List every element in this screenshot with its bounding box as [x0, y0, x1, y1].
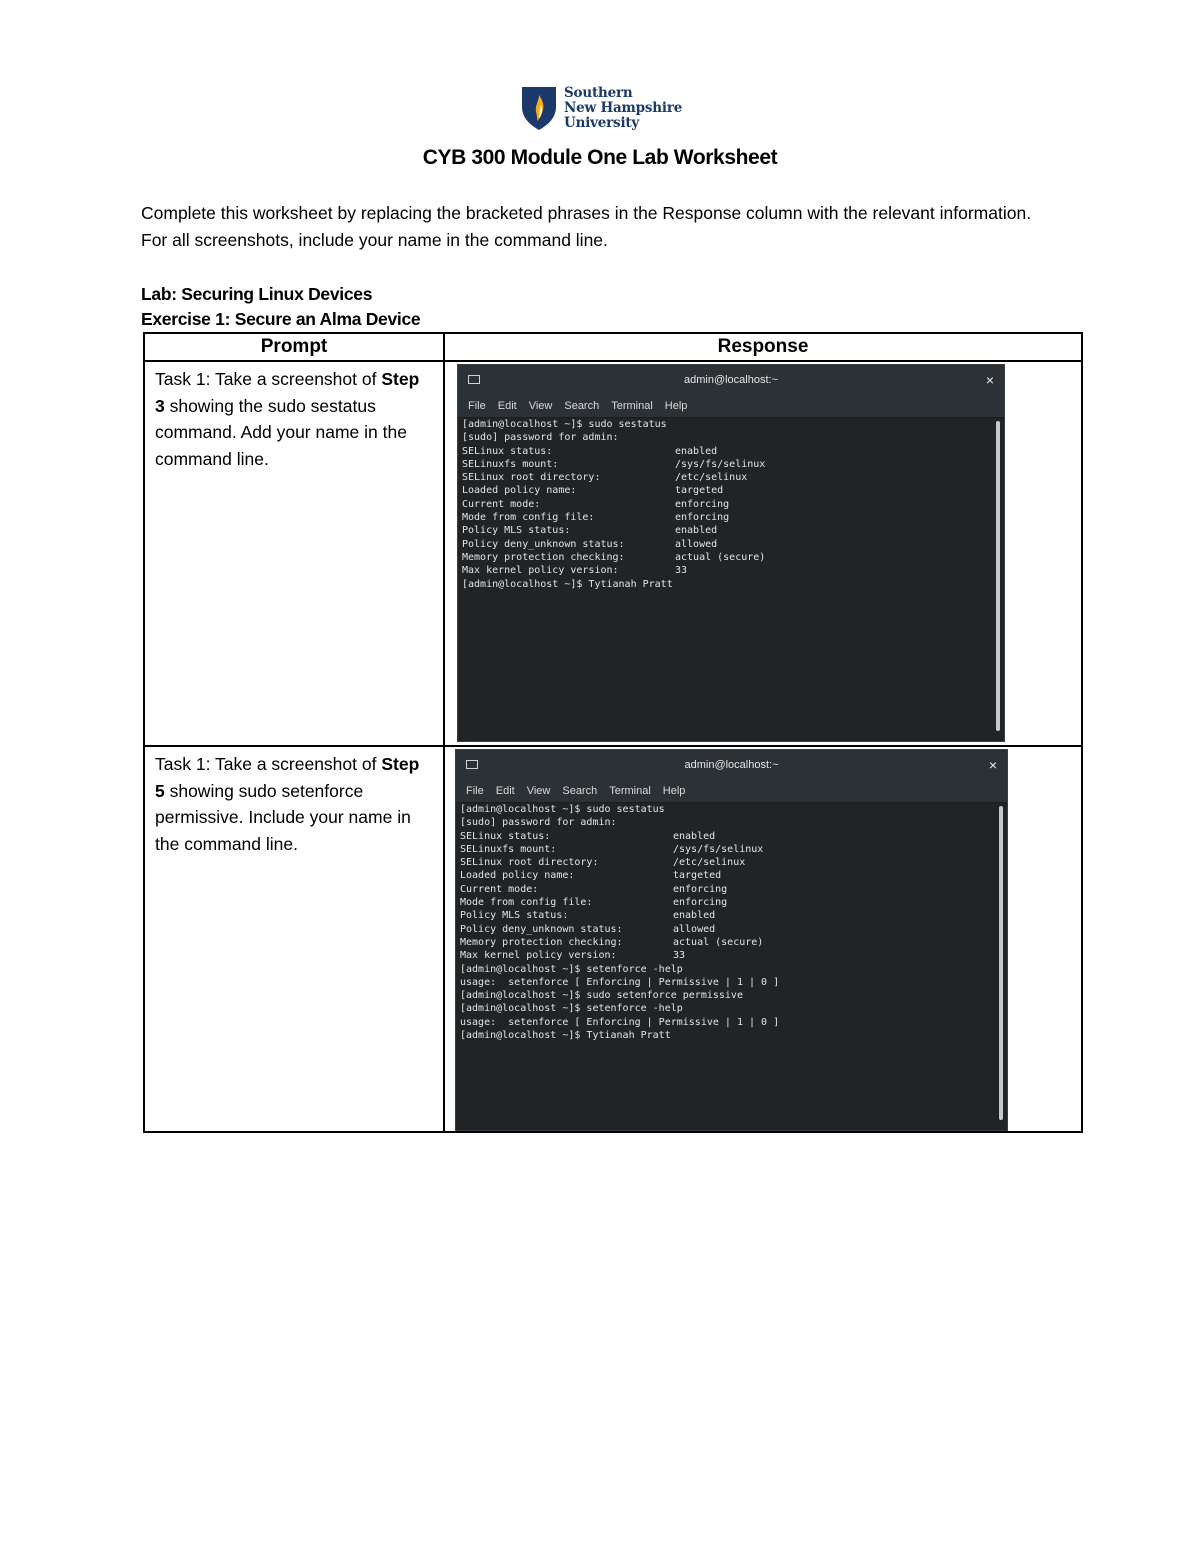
terminal-line: [admin@localhost ~]$ setenforce -help	[460, 963, 683, 975]
status-value: enforcing	[673, 897, 728, 909]
status-key: Max kernel policy version:	[462, 565, 619, 577]
prompt-text-start: Task 1: Take a screenshot of	[155, 369, 382, 389]
terminal-line	[460, 936, 995, 949]
menu-item-view: View	[528, 400, 553, 412]
status-value: /etc/selinux	[673, 857, 746, 869]
status-value: enabled	[673, 830, 716, 842]
terminal-line	[462, 498, 992, 511]
status-value: enforcing	[675, 512, 730, 524]
terminal-line: [sudo] password for admin:	[462, 432, 619, 444]
prompt-text-start: Task 1: Take a screenshot of	[155, 754, 382, 774]
status-key: Memory protection checking:	[460, 936, 623, 948]
terminal-line	[462, 564, 992, 577]
menu-item-view: View	[526, 785, 551, 797]
terminal-line: [admin@localhost ~]$ sudo sestatus	[460, 804, 665, 815]
exercise-title: Exercise 1: Secure an Alma Device	[141, 309, 421, 329]
menu-item-search: Search	[562, 785, 598, 797]
header-prompt: Prompt	[144, 333, 444, 361]
status-value: enabled	[675, 525, 718, 537]
status-key: Current mode:	[462, 498, 541, 510]
terminal-output	[460, 803, 995, 1124]
page-title: CYB 300 Module One Lab Worksheet	[422, 146, 778, 169]
prompt-cell	[144, 361, 444, 746]
scrollbar	[996, 421, 1000, 731]
status-key: Mode from config file:	[460, 897, 593, 909]
status-value: /etc/selinux	[675, 472, 748, 484]
terminal-line	[462, 538, 992, 551]
status-key: Policy deny_unknown status:	[460, 923, 623, 935]
terminal-line	[460, 949, 995, 962]
status-key: Policy MLS status:	[460, 910, 569, 922]
terminal-line	[460, 883, 995, 896]
menu-item-terminal: Terminal	[611, 400, 653, 412]
logo-line-2: New Hampshire	[564, 99, 683, 116]
status-value: allowed	[675, 538, 718, 550]
table-row	[144, 746, 1082, 1132]
status-key: Loaded policy name:	[462, 485, 577, 497]
terminal-title: admin@localhost:~	[684, 759, 779, 771]
response-cell	[444, 746, 1082, 1132]
terminal-line	[462, 484, 992, 497]
terminal-output	[462, 418, 992, 735]
terminal-icon	[468, 375, 480, 384]
terminal-titlebar	[456, 750, 1007, 780]
terminal-line	[462, 445, 992, 458]
prompt-step: Step 3	[155, 369, 420, 416]
status-value: actual (secure)	[673, 936, 764, 948]
status-value: 33	[673, 950, 686, 962]
status-value: enabled	[673, 910, 716, 922]
status-value: enforcing	[675, 498, 730, 510]
terminal-screenshot	[457, 364, 1005, 742]
terminal-line	[460, 843, 995, 856]
terminal-line	[462, 458, 992, 471]
menu-item-help: Help	[662, 785, 686, 797]
terminal-line	[462, 524, 992, 537]
terminal-menubar	[458, 395, 1004, 418]
status-key: Current mode:	[460, 883, 539, 895]
terminal-line	[462, 551, 992, 564]
menu-item-edit: Edit	[495, 785, 515, 797]
status-value: 33	[675, 565, 688, 577]
prompt-text	[145, 747, 443, 857]
terminal-line	[462, 511, 992, 524]
intro-paragraph: Complete this worksheet by replacing the bracketed phrases in the Response column with the relevant information. For all screenshots, include your name in the command line.	[141, 203, 1032, 250]
terminal-line: [admin@localhost ~]$ setenforce -help	[460, 1003, 683, 1015]
terminal-menubar	[456, 780, 1007, 803]
status-value: /sys/fs/selinux	[675, 458, 766, 470]
terminal-line: [admin@localhost ~]$ Tytianah Pratt	[460, 1030, 671, 1042]
terminal-line: [admin@localhost ~]$ Tytianah Pratt	[462, 578, 673, 590]
status-key: SELinux root directory:	[460, 857, 599, 869]
status-value: actual (secure)	[675, 551, 766, 563]
header-response: Response	[444, 333, 1082, 361]
prompt-text-end: showing the sudo sestatus command. Add your name in the command line.	[155, 395, 407, 469]
status-key: Policy MLS status:	[462, 525, 571, 537]
terminal-line	[460, 869, 995, 882]
lab-title: Lab: Securing Linux Devices	[141, 284, 373, 304]
terminal-line	[460, 856, 995, 869]
status-key: Loaded policy name:	[460, 870, 575, 882]
close-icon: ×	[988, 757, 997, 773]
university-logo	[520, 84, 690, 132]
terminal-line	[460, 830, 995, 843]
status-key: Mode from config file:	[462, 512, 595, 524]
menu-item-search: Search	[564, 400, 600, 412]
close-icon: ×	[985, 372, 994, 388]
status-key: Policy deny_unknown status:	[462, 538, 625, 550]
terminal-title: admin@localhost:~	[683, 374, 779, 386]
terminal-line	[462, 471, 992, 484]
status-key: SELinuxfs mount:	[460, 843, 557, 855]
response-cell	[444, 361, 1082, 746]
menu-item-terminal: Terminal	[609, 785, 651, 797]
shield-flame-icon	[520, 85, 558, 131]
scrollbar	[999, 806, 1003, 1120]
menu-item-file: File	[466, 785, 484, 797]
terminal-line: [sudo] password for admin:	[460, 817, 617, 829]
terminal-line: usage: setenforce [ Enforcing | Permissive | 1 | 0 ]	[460, 976, 780, 988]
status-value: /sys/fs/selinux	[673, 843, 764, 855]
terminal-line: usage: setenforce [ Enforcing | Permissive | 1 | 0 ]	[460, 1016, 780, 1028]
prompt-text	[145, 362, 443, 472]
lab-heading	[141, 282, 420, 332]
prompt-cell	[144, 746, 444, 1132]
menu-item-file: File	[468, 400, 486, 412]
status-value: allowed	[673, 923, 716, 935]
terminal-line: [admin@localhost ~]$ sudo setenforce permissive	[460, 990, 743, 1002]
status-value: targeted	[675, 485, 724, 497]
logo-wordmark	[564, 86, 682, 131]
terminal-screenshot	[455, 749, 1008, 1131]
worksheet-table	[143, 332, 1083, 1133]
terminal-line	[460, 909, 995, 922]
status-key: SELinux root directory:	[462, 472, 601, 484]
terminal-icon	[466, 760, 478, 769]
terminal-titlebar	[458, 365, 1004, 395]
status-key: Memory protection checking:	[462, 551, 625, 563]
status-key: Max kernel policy version:	[460, 950, 617, 962]
prompt-step: Step 5	[155, 754, 420, 801]
terminal-line: [admin@localhost ~]$ sudo sestatus	[462, 419, 667, 430]
prompt-text-end: showing sudo setenforce permissive. Include your name in the command line.	[155, 780, 411, 854]
terminal-line	[460, 896, 995, 909]
terminal-line	[460, 923, 995, 936]
logo-line-3: University	[564, 114, 640, 131]
menu-item-help: Help	[664, 400, 688, 412]
logo-line-1: Southern	[564, 84, 633, 101]
menu-item-edit: Edit	[497, 400, 517, 412]
status-key: SELinux status:	[460, 830, 551, 842]
table-row	[144, 361, 1082, 746]
status-key: SELinuxfs mount:	[462, 458, 559, 470]
status-value: enabled	[675, 445, 718, 457]
status-value: targeted	[673, 870, 722, 882]
status-value: enforcing	[673, 883, 728, 895]
status-key: SELinux status:	[462, 445, 553, 457]
